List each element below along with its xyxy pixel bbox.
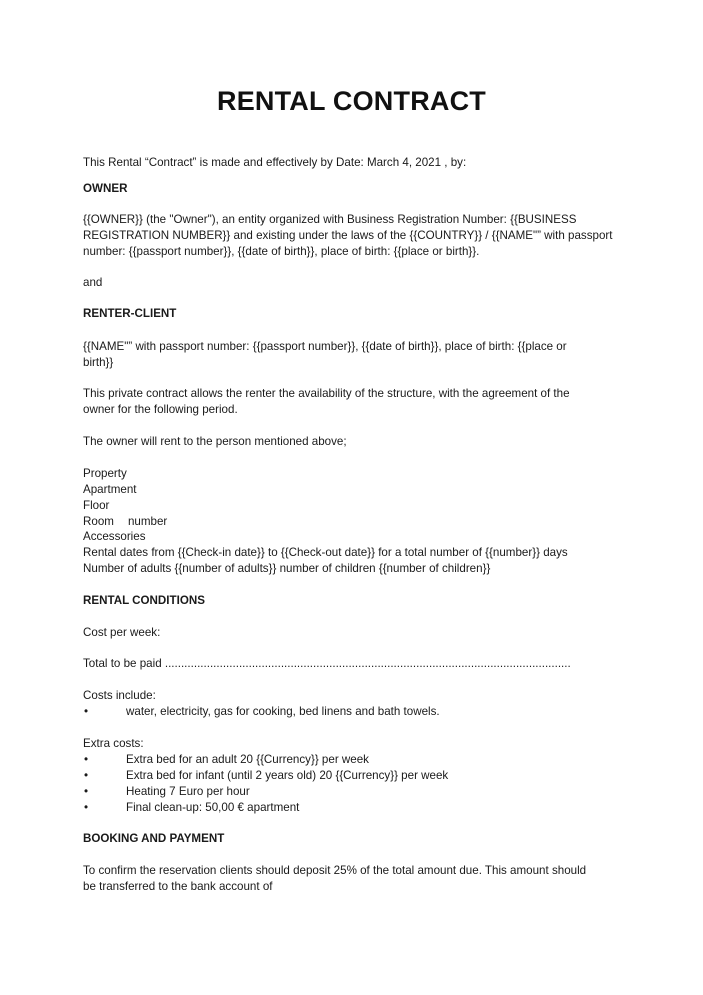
private-contract-line: This private contract allows the renter the availability of the structure, with the agreement of the	[83, 387, 570, 400]
number-label: number	[127, 515, 168, 528]
and-text: and	[83, 276, 103, 289]
extra-cost-item: Final clean-up: 50,00 € apartment	[126, 801, 300, 814]
extra-cost-item: Extra bed for an adult 20 {{Currency}} per week	[126, 753, 369, 766]
extra-cost-item: Extra bed for infant (until 2 years old) 20 {{Currency}} per week	[126, 769, 449, 782]
bullet-icon: •	[84, 801, 89, 814]
renter-text-line: birth}}	[83, 356, 114, 369]
extra-costs-label: Extra costs:	[83, 737, 144, 750]
rental-dates-line: Rental dates from {{Check-in date}} to {{Check-out date}} for a total number of {{number}} days	[83, 546, 568, 559]
apartment-label: Apartment	[83, 483, 137, 496]
intro-text: This Rental “Contract” is made and effectively by Date: March 4, 2021 , by:	[83, 156, 467, 169]
total-to-be-paid-text: Total to be paid ..............................................................................................................................	[83, 657, 571, 670]
document-title: RENTAL CONTRACT	[217, 86, 486, 116]
cost-per-week-text: Cost per week:	[83, 626, 161, 639]
owner-text-line: number: {{passport number}}, {{date of birth}}, place of birth: {{place or birth}}.	[83, 245, 480, 258]
renter-heading: RENTER-CLIENT	[83, 307, 177, 320]
extra-cost-item: Heating 7 Euro per hour	[126, 785, 250, 798]
booking-payment-heading: BOOKING AND PAYMENT	[83, 832, 225, 845]
room-number-line	[83, 514, 167, 530]
owner-text-line: {{OWNER}} (the "Owner"), an entity organized with Business Registration Number: {{BUSINESS	[83, 213, 577, 226]
renter-text-line: {{NAME"” with passport number: {{passport number}}, {{date of birth}}, place of birth: {{place or	[83, 340, 567, 353]
booking-text-line: To confirm the reservation clients should deposit 25% of the total amount due. This amount should	[83, 864, 587, 877]
owner-text-line: REGISTRATION NUMBER}} and existing under the laws of the {{COUNTRY}} / {{NAME"” with passport	[83, 229, 613, 242]
accessories-label: Accessories	[83, 530, 146, 543]
bullet-icon: •	[84, 753, 89, 766]
room-label: Room	[83, 515, 114, 528]
booking-text-line: be transferred to the bank account of	[83, 880, 273, 893]
owner-heading: OWNER	[83, 182, 128, 195]
costs-include-label: Costs include:	[83, 689, 156, 702]
bullet-icon: •	[84, 705, 89, 718]
costs-include-item: water, electricity, gas for cooking, bed linens and bath towels.	[126, 705, 440, 718]
adults-children-line: Number of adults {{number of adults}} number of children {{number of children}}	[83, 562, 491, 575]
private-contract-line: owner for the following period.	[83, 403, 238, 416]
owner-will-rent-text: The owner will rent to the person mentioned above;	[83, 435, 347, 448]
floor-label: Floor	[83, 499, 110, 512]
bullet-icon: •	[84, 785, 89, 798]
property-label: Property	[83, 467, 127, 480]
rental-conditions-heading: RENTAL CONDITIONS	[83, 594, 205, 607]
bullet-icon: •	[84, 769, 89, 782]
